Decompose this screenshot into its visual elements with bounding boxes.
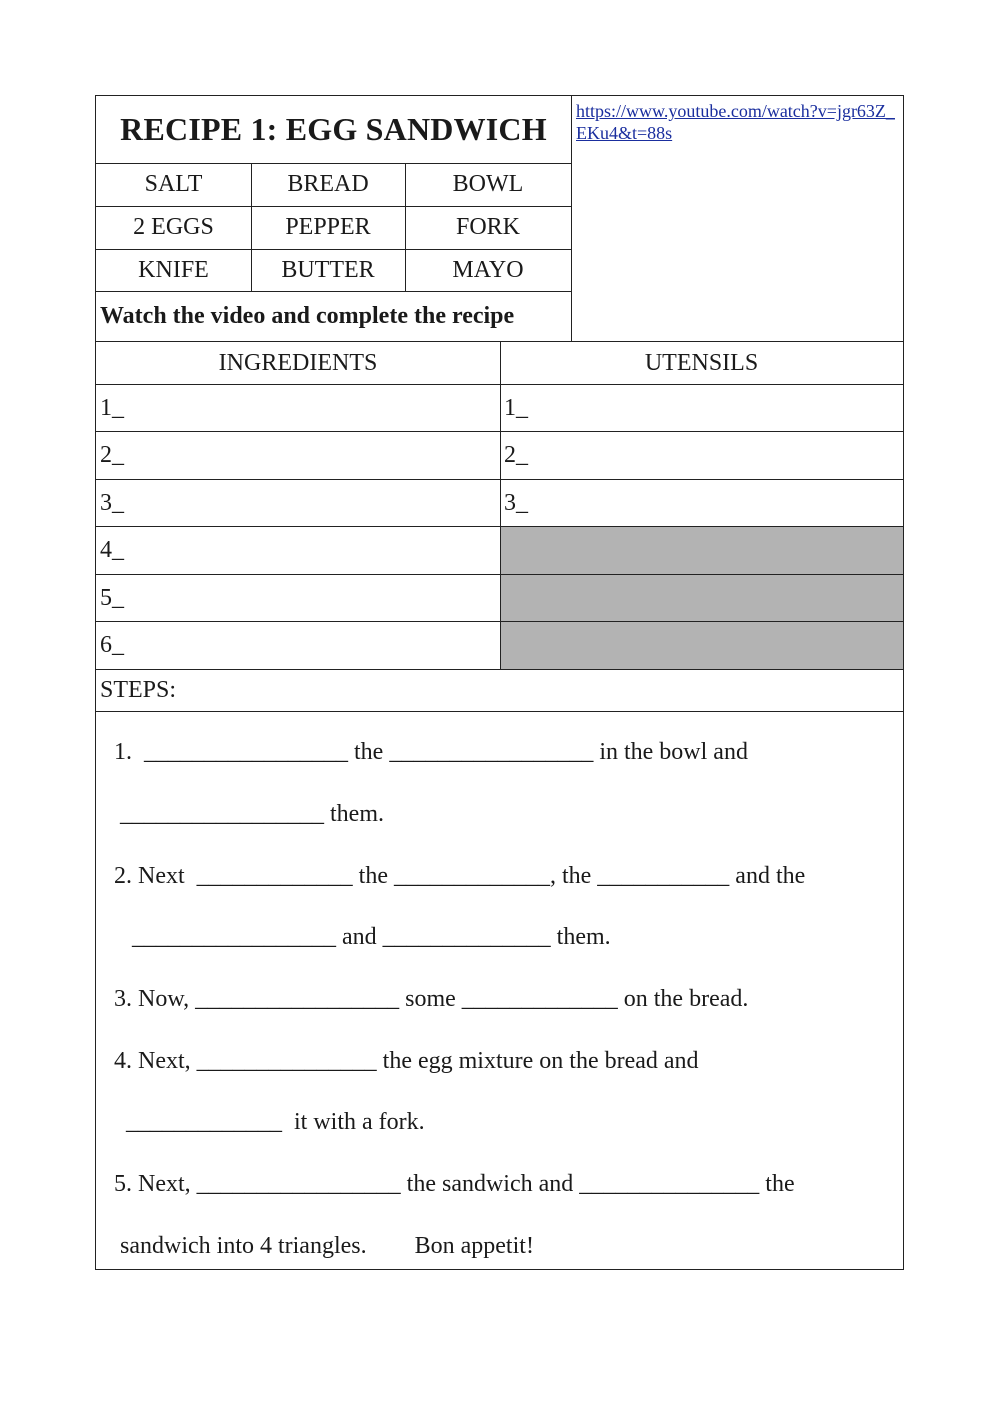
word-bank-item: BOWL [452,171,524,197]
instruction-text: Watch the video and complete the recipe [100,302,515,329]
divider [96,526,903,527]
step-line: sandwich into 4 triangles. Bon appetit! [114,1233,534,1259]
step-line: 5. Next, _________________ the sandwich and _______________ the [114,1171,795,1197]
divider [96,621,903,622]
divider [96,291,571,292]
divider [96,206,571,207]
divider [96,431,903,432]
utensil-blank[interactable]: 2_ [504,442,528,468]
divider [571,96,572,342]
word-bank-item: MAYO [452,257,524,283]
word-bank-item: PEPPER [285,214,371,240]
recipe-worksheet [95,95,904,1270]
divider [96,479,903,480]
shaded-cells [500,527,903,669]
ingredients-header: INGREDIENTS [218,350,378,376]
step-line: _________________ them. [114,801,384,827]
ingredient-blank[interactable]: 5_ [100,585,124,611]
step-line: _____________ it with a fork. [114,1109,425,1135]
word-bank-item: KNIFE [138,257,209,283]
divider [500,341,501,669]
divider [96,249,571,250]
divider [96,384,903,385]
divider [96,669,903,670]
ingredient-blank[interactable]: 6_ [100,632,124,658]
step-line: 2. Next _____________ the _____________, the ___________ and the [114,863,806,889]
step-line: 3. Now, _________________ some _____________ on the bread. [114,986,749,1012]
divider [96,163,571,164]
divider [96,711,903,712]
steps-label: STEPS: [100,677,177,703]
utensils-header: UTENSILS [644,350,759,376]
ingredient-blank[interactable]: 1_ [100,395,124,421]
step-line: 1. _________________ the _________________ in the bowl and [114,739,748,765]
divider [96,574,903,575]
word-bank-item: BREAD [287,171,369,197]
ingredient-blank[interactable]: 4_ [100,537,124,563]
divider [405,163,406,291]
divider [251,163,252,291]
video-link[interactable]: https://www.youtube.com/watch?v=jgr63Z_EKu4&t=88s [576,101,895,143]
word-bank-item: 2 EGGS [133,214,214,240]
step-line: _________________ and ______________ them. [114,924,611,950]
word-bank-item: BUTTER [281,257,375,283]
ingredient-blank[interactable]: 2_ [100,442,124,468]
step-line: 4. Next, _______________ the egg mixture on the bread and [114,1048,699,1074]
word-bank-item: FORK [455,214,521,240]
utensil-blank[interactable]: 3_ [504,490,528,516]
ingredient-blank[interactable]: 3_ [100,490,124,516]
recipe-title: RECIPE 1: EGG SANDWICH [120,111,547,147]
word-bank-item: SALT [144,171,203,197]
utensil-blank[interactable]: 1_ [504,395,528,421]
